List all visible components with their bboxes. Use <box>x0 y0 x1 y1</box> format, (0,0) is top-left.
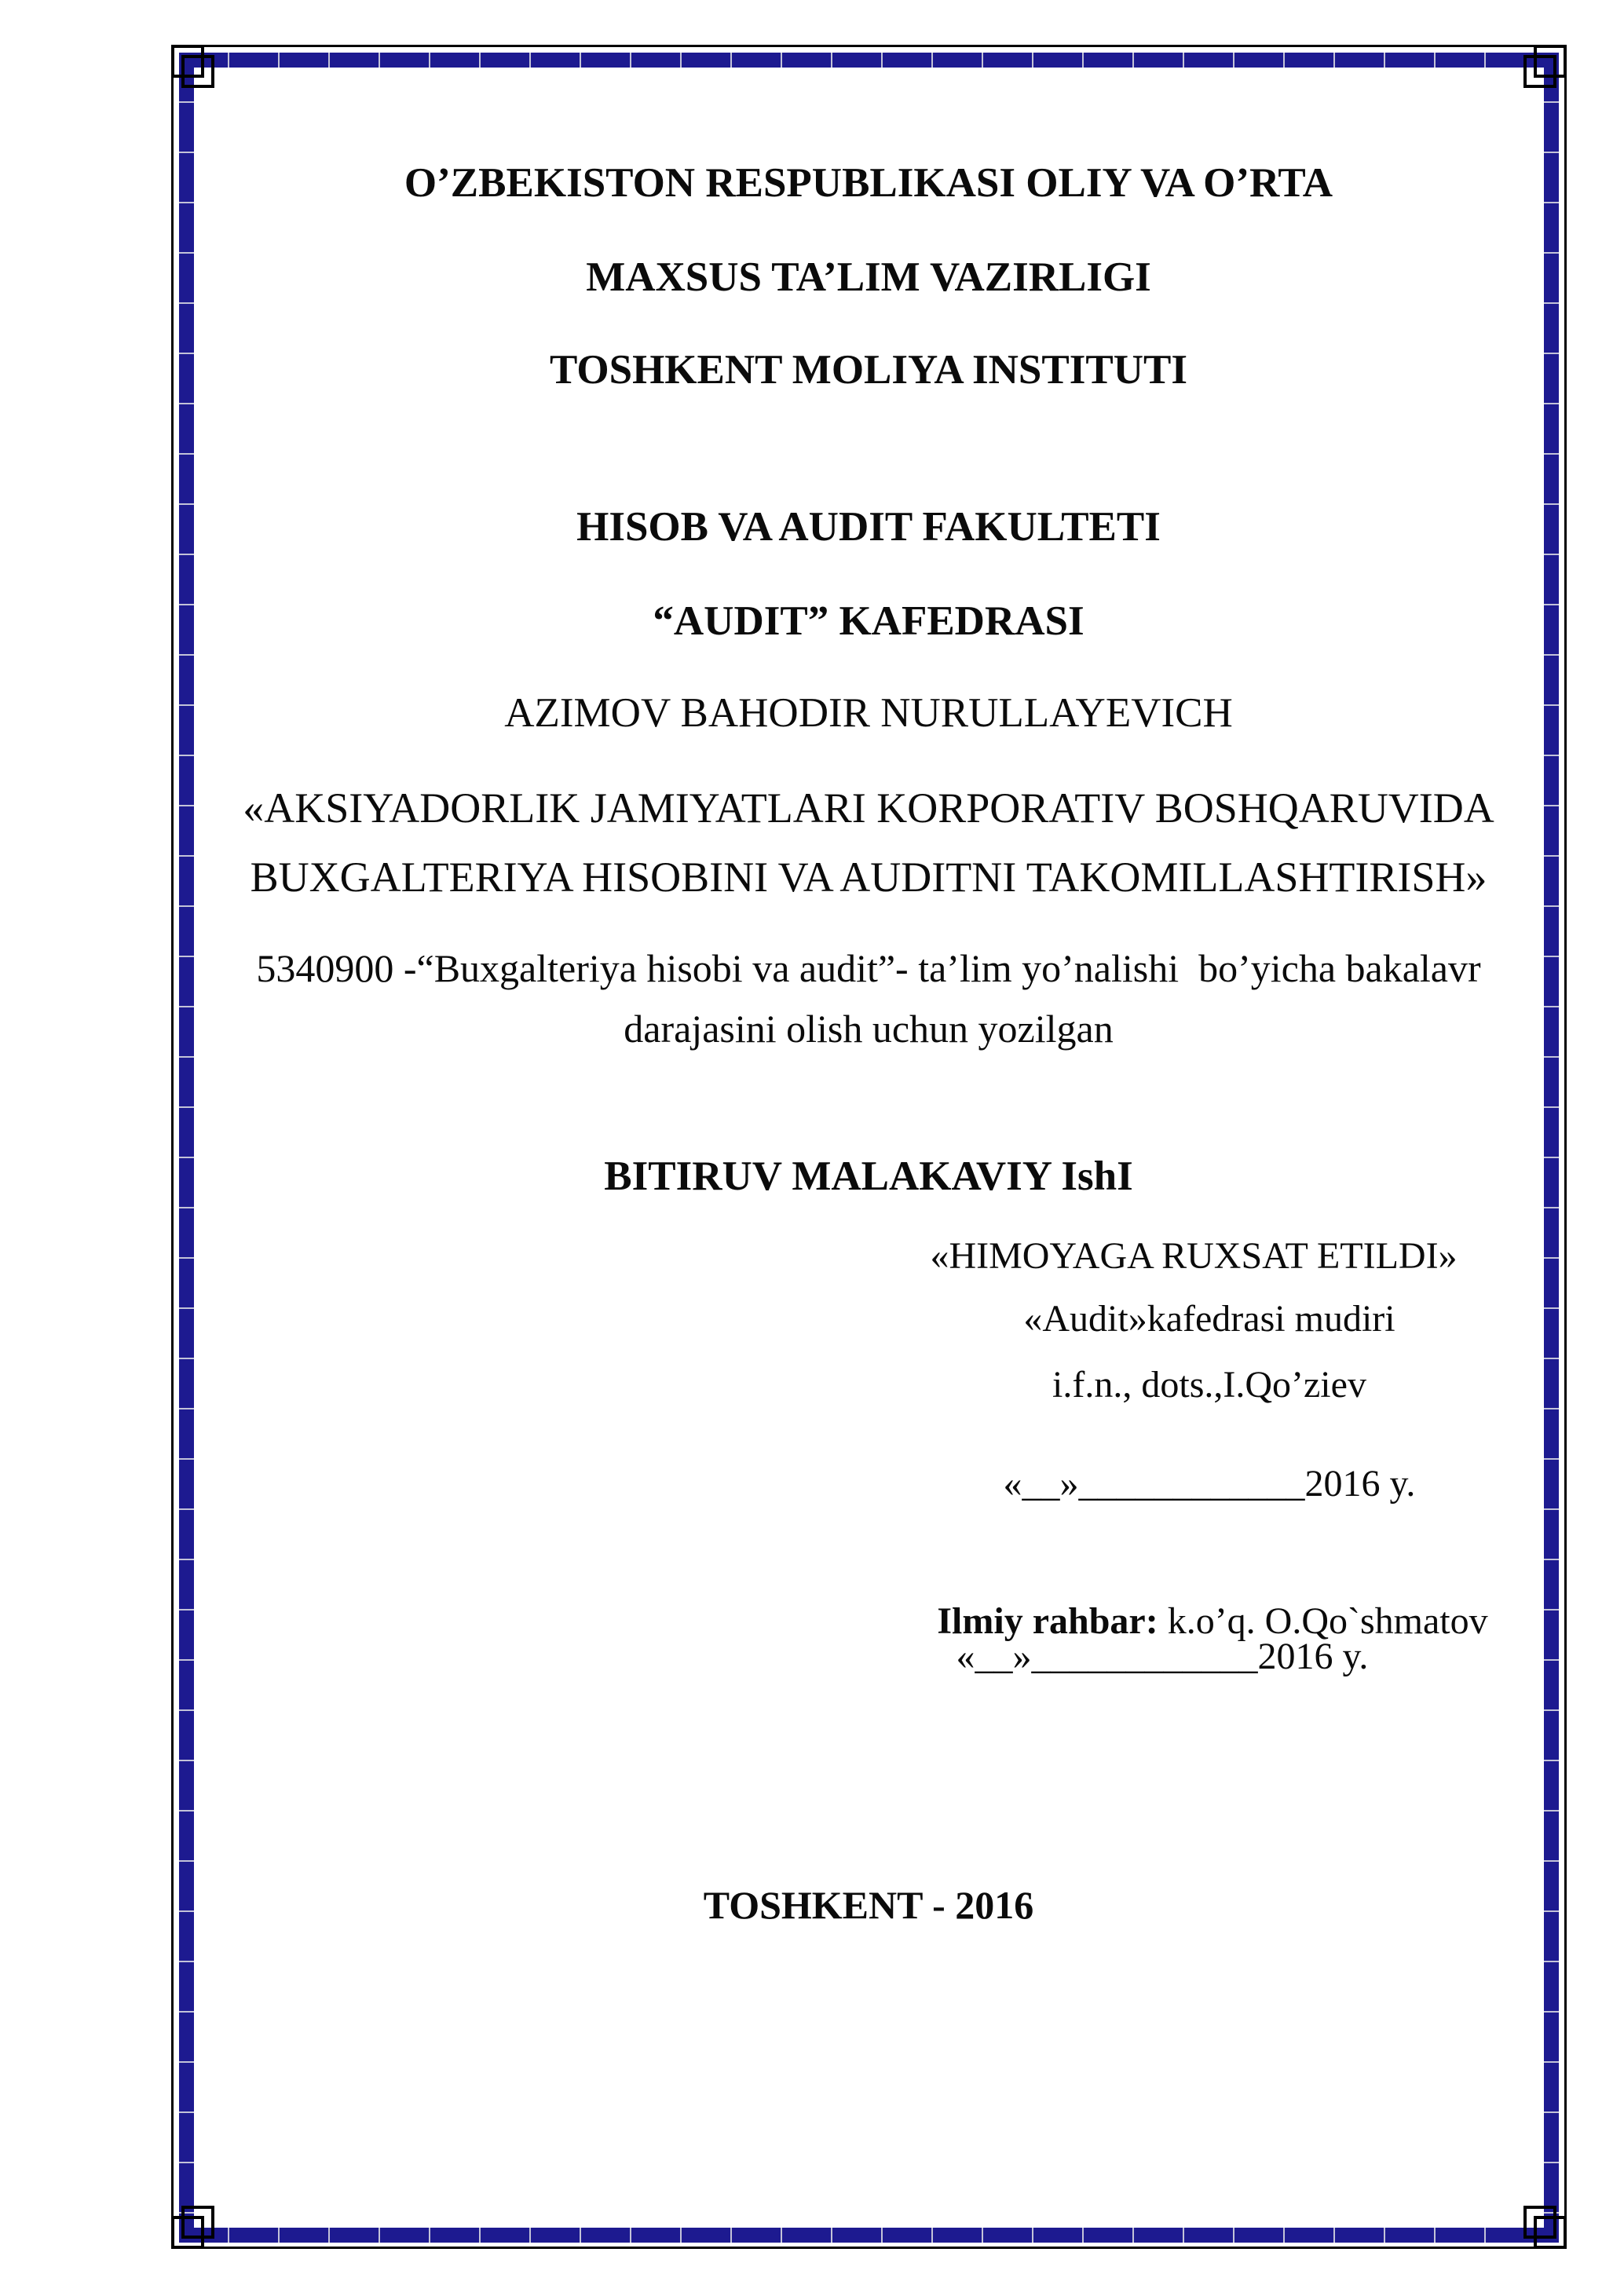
department-head-name: i.f.n., dots.,I.Qo’ziev <box>1052 1364 1366 1406</box>
author-name: AZIMOV BAHODIR NURULLAYEVICH <box>504 690 1233 736</box>
specialty-line-2: darajasini olish uchun yozilgan <box>624 1007 1114 1051</box>
institute-name: TOSHKENT MOLIYA INSTITUTI <box>549 347 1187 393</box>
thesis-title-line-1: «AKSIYADORLIK JAMIYATLARI KORPORATIV BOSHQARUVIDA <box>243 784 1494 832</box>
page-border-band-right <box>1544 53 1559 2243</box>
ministry-line-1: O’ZBEKISTON RESPUBLIKASI OLIY VA O’RTA <box>404 160 1333 206</box>
supervisor-date-line: «__»____________2016 y. <box>956 1636 1369 1677</box>
city-year-line: TOSHKENT - 2016 <box>703 1883 1034 1927</box>
department-head-title: «Audit»kafedrasi mudiri <box>1023 1298 1395 1340</box>
approval-permission-line: «HIMOYAGA RUXSAT ETILDI» <box>930 1235 1458 1277</box>
department-name: “AUDIT” KAFEDRASI <box>653 598 1084 644</box>
supervisor-label: Ilmiy rahbar: <box>937 1600 1158 1643</box>
work-type-title: BITIRUV MALAKAVIY IshI <box>604 1153 1133 1199</box>
page-border-band-top <box>179 53 1559 68</box>
page-border-band-left <box>179 53 194 2243</box>
supervisor-name: k.o’q. O.Qo`shmatov <box>1158 1600 1488 1643</box>
ministry-line-2: MAXSUS TA’LIM VAZIRLIGI <box>586 254 1151 300</box>
corner-ornament-bottom-right-inner <box>1523 2206 1556 2239</box>
page-border-band-bottom <box>179 2228 1559 2243</box>
faculty-name: HISOB VA AUDIT FAKULTETI <box>576 504 1161 550</box>
corner-ornament-bottom-left-inner <box>181 2206 214 2239</box>
approval-date-line: «__»____________2016 y. <box>1003 1463 1416 1504</box>
corner-ornament-top-right-inner <box>1523 55 1556 88</box>
thesis-title-line-2: BUXGALTERIYA HISOBINI VA AUDITNI TAKOMILLASHTIRISH» <box>250 854 1487 901</box>
specialty-line-1: 5340900 -“Buxgalteriya hisobi va audit”- ta’lim yo’nalishi bo’yicha bakalavr <box>256 946 1481 990</box>
corner-ornament-top-left-inner <box>181 55 214 88</box>
